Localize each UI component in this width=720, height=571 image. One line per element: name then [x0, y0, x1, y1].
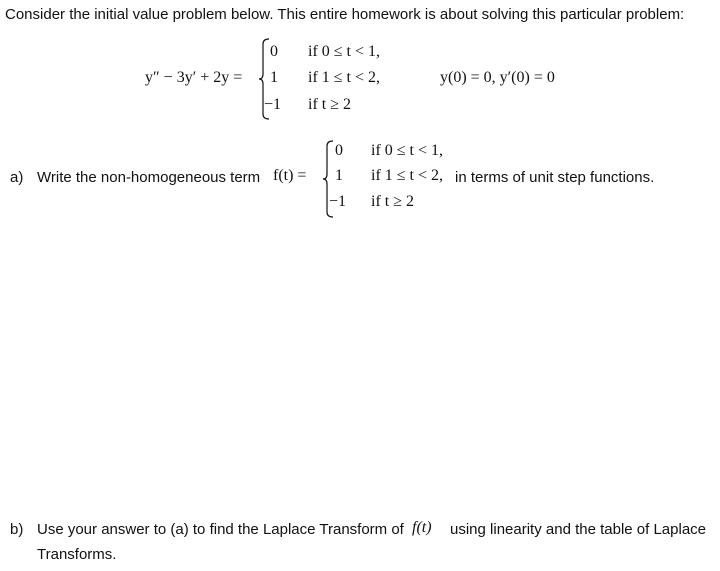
part-a-label: a)	[10, 169, 24, 186]
part-a-text: Write the non-homogeneous term	[37, 169, 261, 186]
ode-lhs: y″ − 3y′ + 2y =	[145, 69, 243, 86]
part-a-case-value: −1	[329, 193, 347, 210]
ode-case-condition: if 1 ≤ t < 2,	[308, 69, 381, 86]
part-a-case-condition: if t ≥ 2	[371, 193, 414, 210]
part-a-case-value: 1	[335, 167, 343, 184]
part-a-case-condition: if 0 ≤ t < 1,	[371, 142, 444, 159]
part-b-function: f(t)	[412, 519, 432, 536]
intro-text: Consider the initial value problem below. This entire homework is about solving this particular problem:	[5, 6, 685, 23]
part-a-case-value: 0	[335, 142, 343, 159]
ode-case-condition: if t ≥ 2	[308, 96, 351, 113]
part-a-text-after: in terms of unit step functions.	[455, 169, 655, 186]
part-b-text-after: using linearity and the table of Laplace	[450, 521, 707, 538]
initial-conditions: y(0) = 0, y′(0) = 0	[440, 69, 555, 86]
part-b-text: Use your answer to (a) to find the Laplace Transform of	[37, 521, 404, 538]
part-a-function: f(t) =	[273, 167, 307, 184]
part-b-text-line2: Transforms.	[37, 546, 117, 563]
part-a-case-condition: if 1 ≤ t < 2,	[371, 167, 444, 184]
part-b-label: b)	[10, 521, 24, 538]
ode-case-condition: if 0 ≤ t < 1,	[308, 43, 381, 60]
ode-case-value: 0	[270, 43, 278, 60]
ode-case-value: 1	[270, 69, 278, 86]
ode-case-value: −1	[264, 96, 282, 113]
